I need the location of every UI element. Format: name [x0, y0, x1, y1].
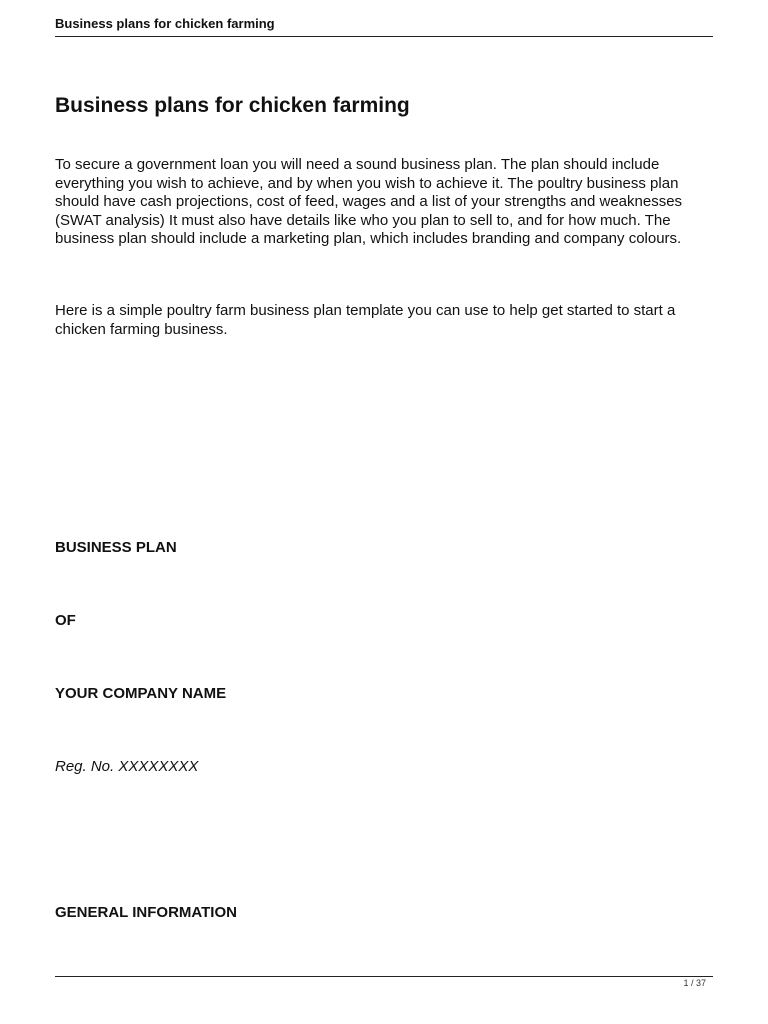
document-title: Business plans for chicken farming [55, 94, 410, 117]
footer-divider [55, 976, 713, 977]
header-divider [55, 36, 713, 37]
template-intro-paragraph: Here is a simple poultry farm business plan template you can use to help get started to start a chicken farming business. [55, 302, 676, 338]
business-plan-heading: BUSINESS PLAN [55, 539, 177, 556]
company-name-placeholder: YOUR COMPANY NAME [55, 685, 227, 702]
registration-number: Reg. No. XXXXXXXX [55, 758, 199, 775]
running-header: Business plans for chicken farming [55, 16, 275, 31]
page-number: 1 / 37 [683, 978, 706, 988]
general-information-heading: GENERAL INFORMATION [55, 904, 237, 921]
of-label: OF [55, 612, 76, 629]
intro-paragraph: To secure a government loan you will need a sound business plan. The plan should include everything you wish to achieve, and by when you wish to achieve it. The poultry business plan should have cash projections, cost of feed, wages and a list of your strengths and weaknesses (SWAT analysis) It must also have details like who you plan to sell to, and for how much. The business plan should include a marketing plan, which includes branding and company colours. [55, 156, 683, 248]
